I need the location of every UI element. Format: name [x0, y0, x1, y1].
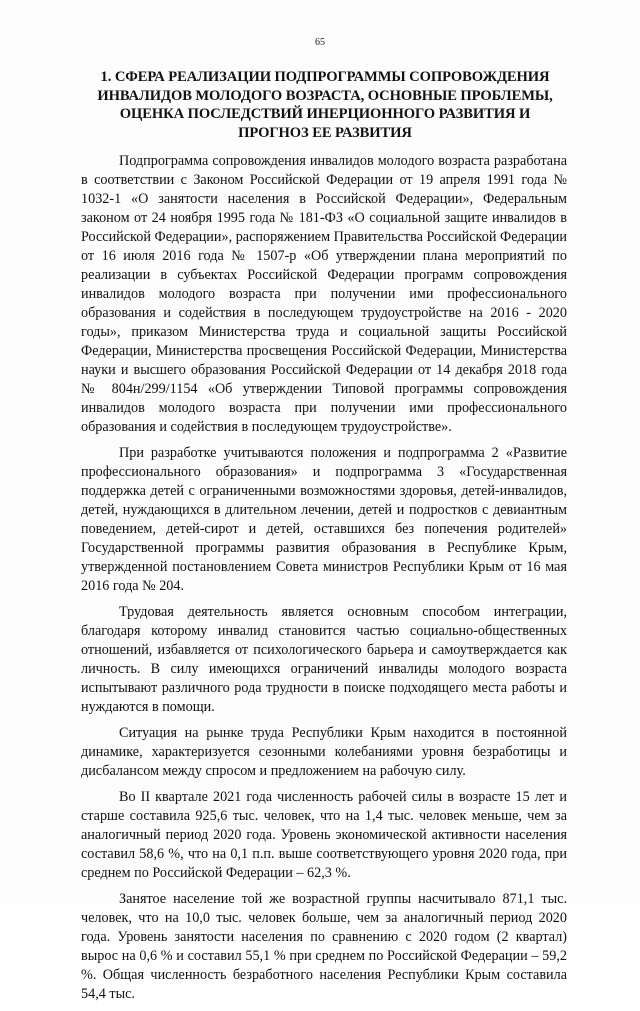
paragraph: [81, 724, 567, 781]
paragraph: [81, 603, 567, 717]
paragraph-text: При разработке учитываются положения и подпрограмма 2 «Развитие профессионального образования» и подпрограмма 3 «Государственная поддержка детей с ограниченными возможностями здоровья, детей-инвалидов, детей, нуждающихся в длительном лечении, детей и подростков с девиантным поведением, детей-сирот и детей, оставшихся без попечения родителей» Государственной программы развития образования в Республике Крым, утвержденной постановлением Совета министров Республики Крым от 16 мая 2016 года № 204.: [81, 445, 567, 594]
paragraph: [81, 444, 567, 596]
page-number: 65: [315, 37, 325, 48]
paragraph-text: Во II квартале 2021 года численность рабочей силы в возрасте 15 лет и старше составила 925,6 тыс. человек, что на 1,4 тыс. человек меньше, чем за аналогичный период 2020 года. Уровень экономической активности населения составил 58,6 %, что на 0,1 п.п. выше соответствующего уровня 2020 года, при среднем по Российской Федерации – 62,3 %.: [81, 789, 567, 881]
paragraph-text: Подпрограмма сопровождения инвалидов молодого возраста разработана в соответствии с Законом Российской Федерации от 19 апреля 1991 года № 1032-1 «О занятости населения в Российской Федерации», Федеральным законом от 24 ноября 1995 года № 181-ФЗ «О социальной защите инвалидов в Российской Федерации», распоряжением Правительства Российской Федерации от 16 июля 2016 года № 1507-р «Об утверждении плана мероприятий по реализации в субъектах Российской Федерации программ сопровождения инвалидов молодого возраста при получении ими профессионального образования и содействия в последующем трудоустройстве на 2016 - 2020 годы», приказом Министерства труда и социальной защиты Российской Федерации, Министерства просвещения Российской Федерации, Министерства науки и высшего образования Российской Федерации от 14 декабря 2018 года № 804н/299/1154 «Об утверждении Типовой программы сопровождения инвалидов молодого возраста при получении ими профессионального образования и содействия в последующем трудоустройстве».: [81, 153, 567, 435]
paragraph: [81, 890, 567, 1004]
paragraph-text: Ситуация на рынке труда Республики Крым находится в постоянной динамике, характеризуется сезонными колебаниями уровня безработицы и дисбалансом между спросом и предложением на рабочую силу.: [81, 725, 567, 779]
paragraph-text: Занятое население той же возрастной группы насчитывало 871,1 тыс. человек, что на 10,0 тыс. человек больше, чем за аналогичный период 2020 года. Уровень занятости населения по сравнению с 2020 годом (2 квартал) вырос на 0,6 % и составил 55,1 % при среднем по Российской Федерации – 59,2 %. Общая численность безработного населения Республики Крым составила 54,4 тыс.: [81, 891, 567, 1002]
paragraph: [81, 152, 567, 437]
document-body: [81, 152, 567, 1011]
section-heading: 1. СФЕРА РЕАЛИЗАЦИИ ПОДПРОГРАММЫ СОПРОВОЖДЕНИЯ ИНВАЛИДОВ МОЛОДОГО ВОЗРАСТА, ОСНОВНЫЕ ПРОБЛЕМЫ, ОЦЕНКА ПОСЛЕДСТВИЙ ИНЕРЦИОННОГО РАЗВИТИЯ И ПРОГНОЗ ЕЕ РАЗВИТИЯ: [97, 69, 553, 141]
paragraph: [81, 788, 567, 883]
paragraph-text: Трудовая деятельность является основным способом интеграции, благодаря которому инвалид становится частью социально-общественных отношений, избавляется от психологического барьера и самоутверждается как личность. В силу имеющихся ограничений инвалиды молодого возраста испытывают различного рода трудности в поиске подходящего места работы и нуждаются в помощи.: [81, 604, 567, 715]
